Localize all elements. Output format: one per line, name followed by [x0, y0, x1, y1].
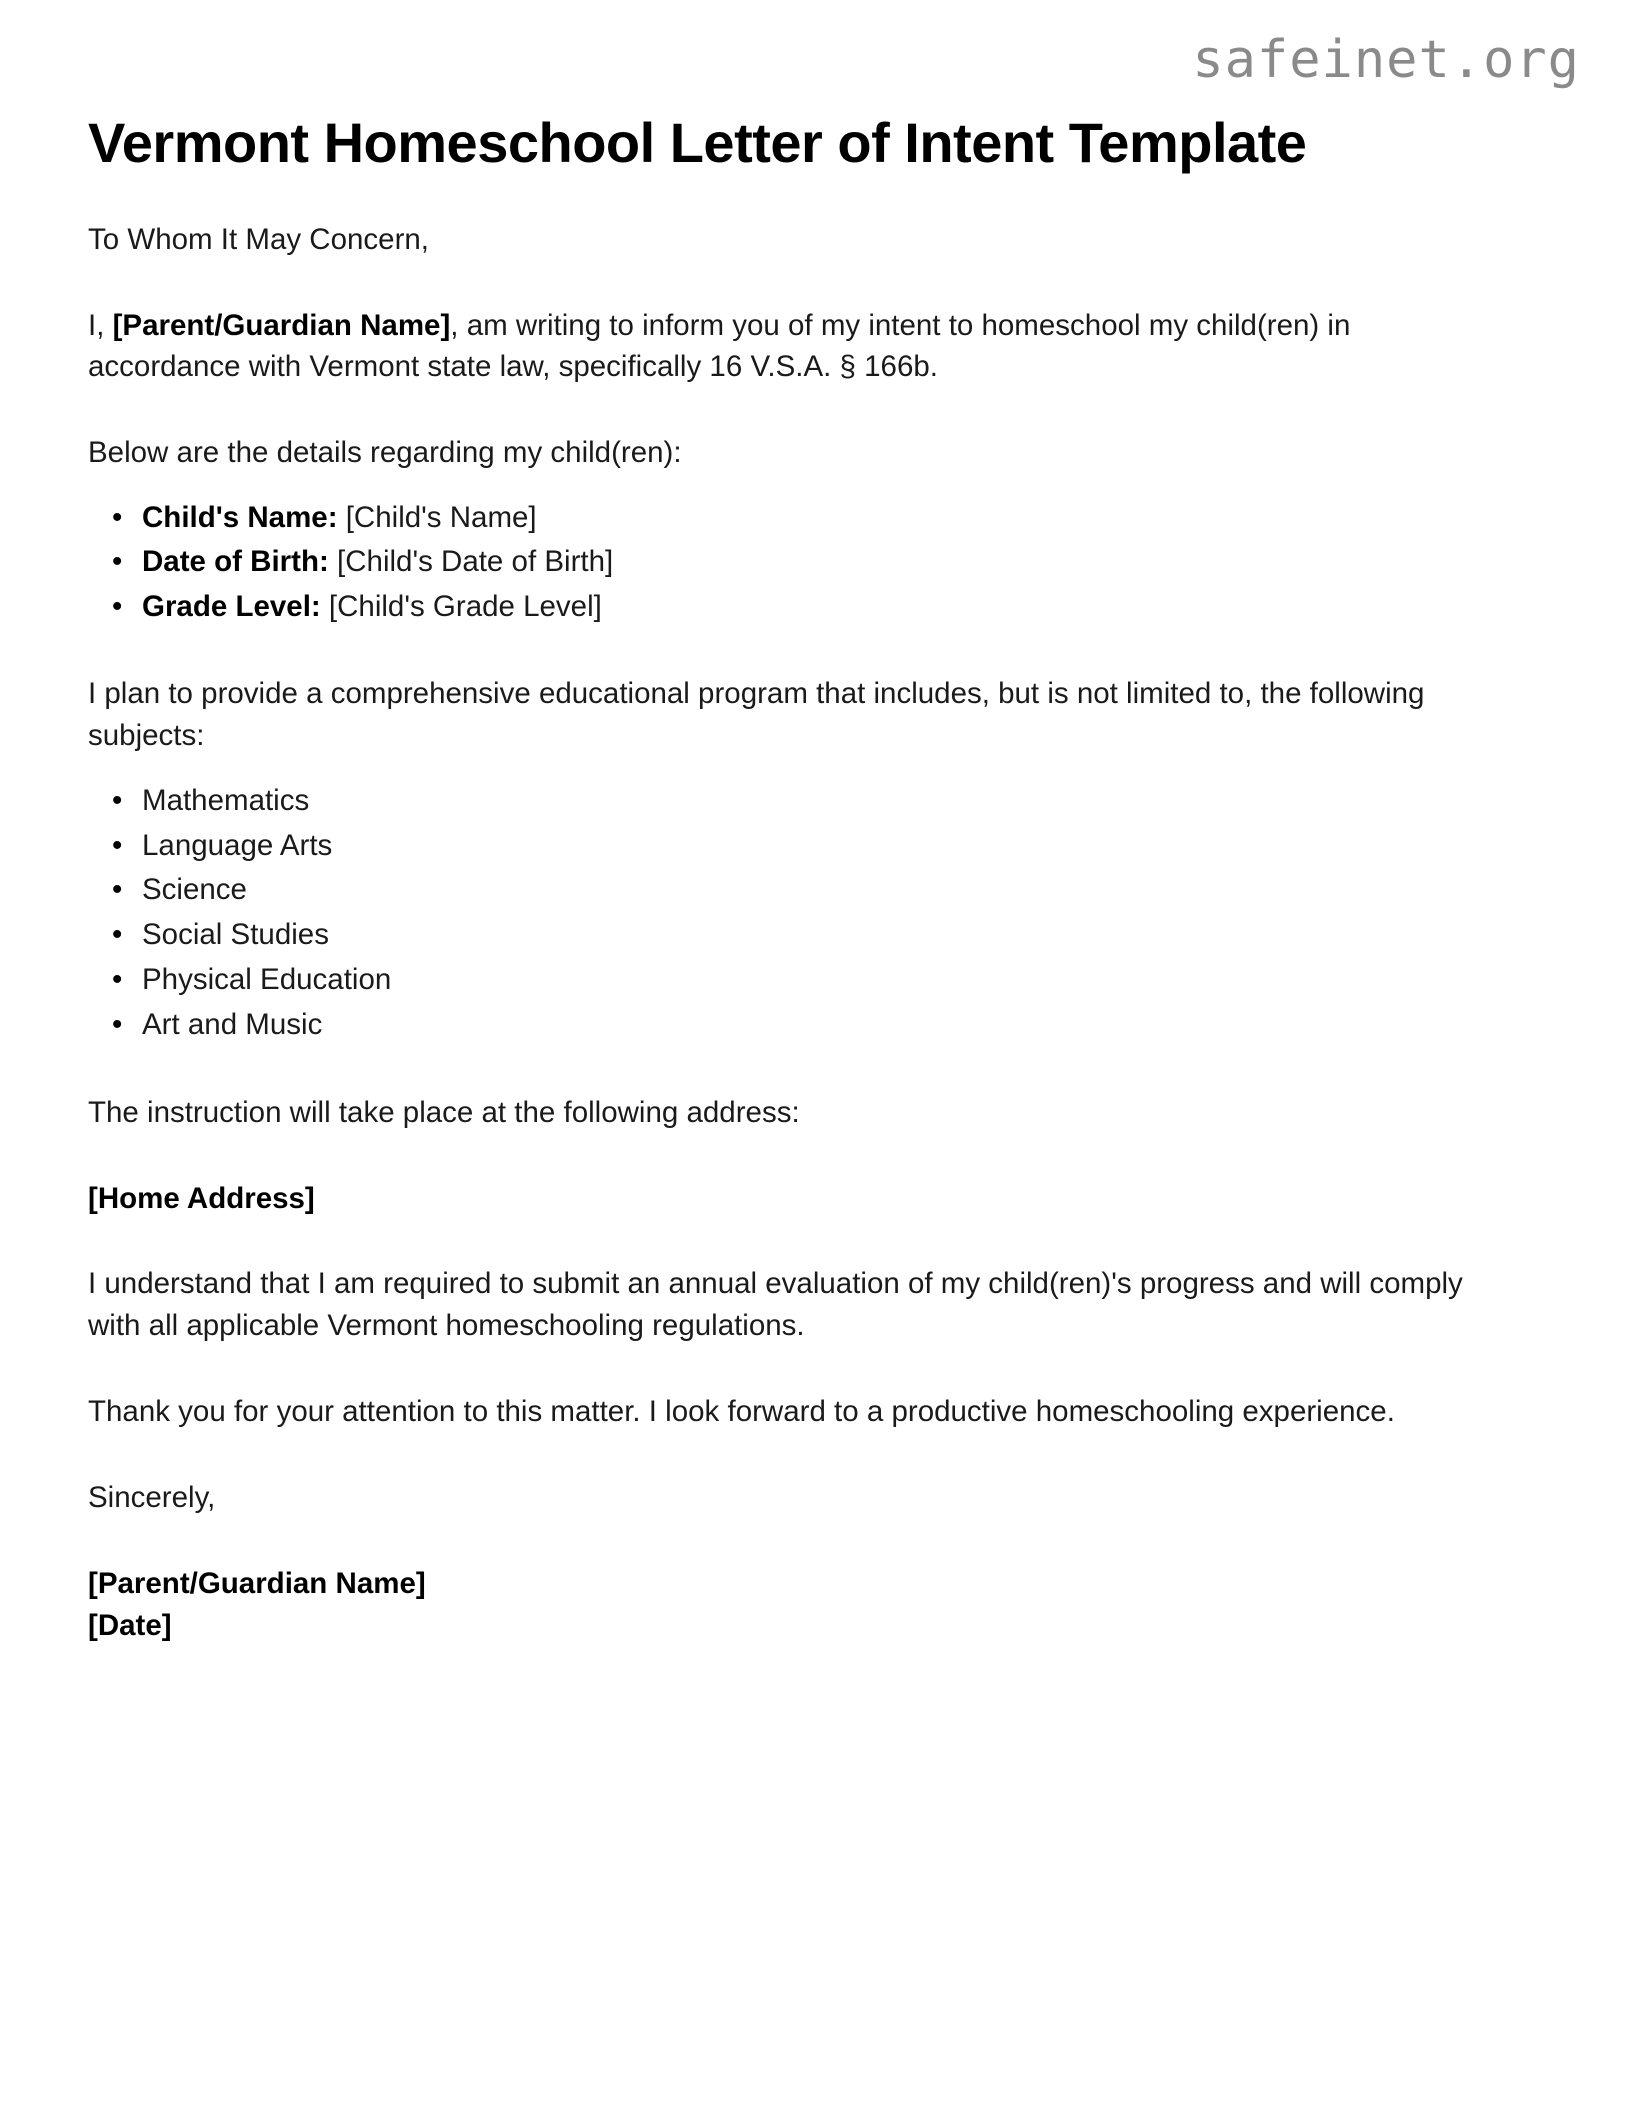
signature-date: [Date]: [88, 1608, 172, 1642]
subjects-list: [88, 757, 1488, 1048]
list-item: • Physical Education: [142, 958, 1488, 1003]
list-item: [142, 540, 1488, 584]
home-address-placeholder: [Home Address]: [88, 1181, 315, 1215]
evaluation-note-paragraph: I understand that I am required to submit an annual evaluation of my child(ren)'s progress and will comply with all applicable Vermont homeschooling regulations.: [88, 1267, 1463, 1343]
list-item: • Social Studies: [142, 913, 1488, 958]
intro-suffix: , am writing to inform you of my intent to homeschool my child(ren) in accordance with Vermont state law, specifically 16 V.S.A. § 166b.: [88, 308, 1351, 384]
closing-note-paragraph: Thank you for your attention to this matter. I look forward to a productive homeschooling experience.: [88, 1395, 1395, 1429]
list-item: [142, 496, 1488, 540]
child-name-label: Child's Name:: [142, 501, 338, 535]
address-lead-paragraph: The instruction will take place at the following address:: [88, 1095, 800, 1129]
list-item: • Language Arts: [142, 824, 1488, 869]
sign-off-paragraph: Sincerely,: [88, 1481, 216, 1515]
intro-paragraph: [88, 261, 1483, 389]
child-name-value: [Child's Name]: [345, 501, 537, 535]
subjects-lead-paragraph: I plan to provide a comprehensive educational program that includes, but is not limited to, the following subjects:: [88, 676, 1425, 752]
date-of-birth-label: Date of Birth:: [142, 545, 329, 579]
list-item: • Art and Music: [142, 1003, 1488, 1048]
list-item: • Mathematics: [142, 779, 1488, 824]
list-item: [142, 585, 1488, 629]
salutation-paragraph: To Whom It May Concern,: [88, 222, 429, 256]
site-watermark: safeinet.org: [1192, 30, 1580, 90]
document-body: [88, 0, 1488, 1647]
page-title: Vermont Homeschool Letter of Intent Template: [88, 111, 1307, 174]
intro-prefix: I,: [88, 308, 113, 342]
parent-guardian-name-placeholder: [Parent/Guardian Name]: [112, 308, 451, 342]
date-of-birth-value: [Child's Date of Birth]: [337, 545, 614, 579]
list-item: • Science: [142, 868, 1488, 913]
grade-level-label: Grade Level:: [142, 589, 321, 623]
signature-block: [88, 1519, 1488, 1647]
grade-level-value: [Child's Grade Level]: [328, 589, 602, 623]
child-details-list: [88, 474, 1488, 629]
child-details-lead: Below are the details regarding my child(ren):: [88, 436, 682, 470]
signature-name: [Parent/Guardian Name]: [88, 1566, 426, 1600]
